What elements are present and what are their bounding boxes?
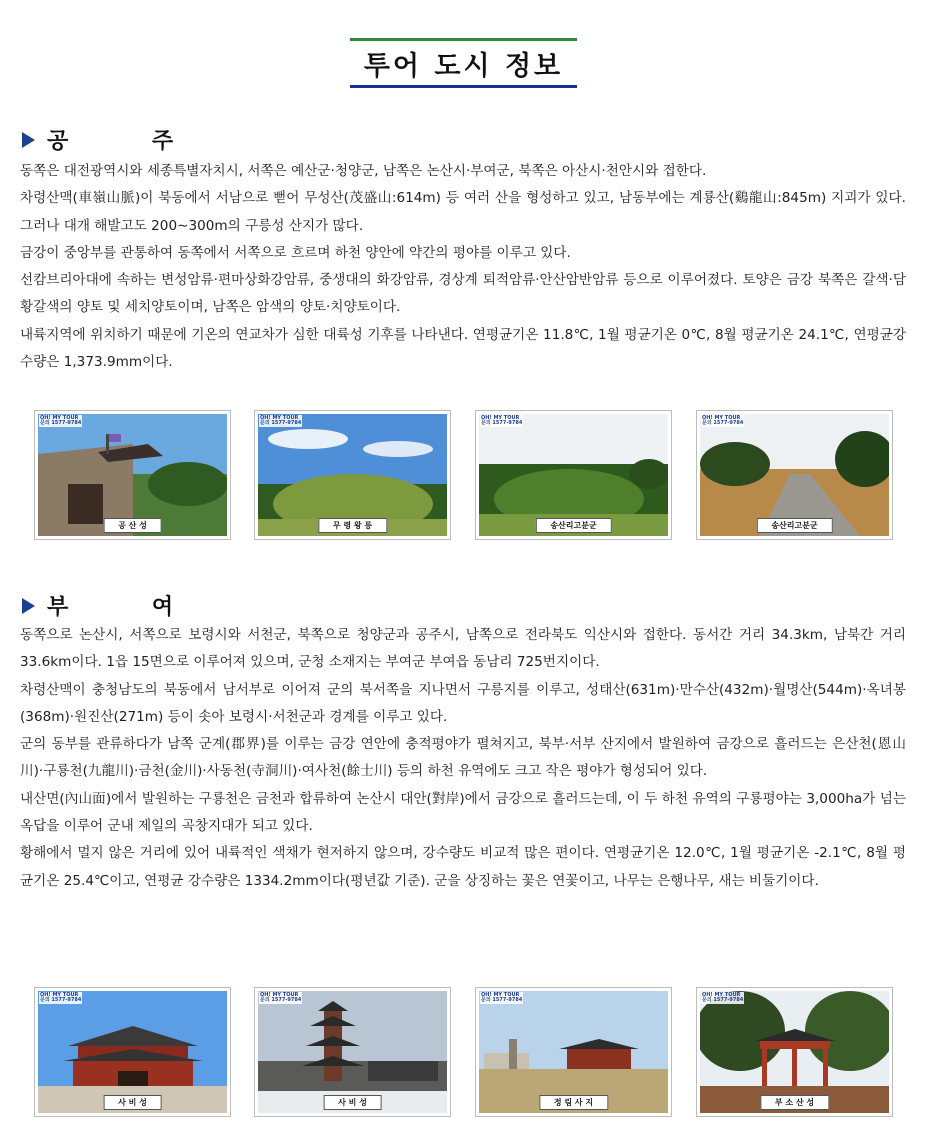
tour-logo: OH! MY TOUR 문의 1577-9784 bbox=[260, 992, 302, 1003]
photo-caption: 부 소 산 성 bbox=[760, 1095, 829, 1110]
photo-card bbox=[475, 410, 672, 540]
triangle-bullet-icon bbox=[22, 598, 35, 614]
tour-logo: OH! MY TOUR 문의 1577-9784 bbox=[481, 992, 523, 1003]
photo-strip-buyeo bbox=[0, 987, 929, 1119]
section-title: 부 여 bbox=[47, 595, 212, 620]
photo-caption: 사 비 성 bbox=[323, 1095, 382, 1110]
paragraph: 금강이 중앙부를 관통하여 동쪽에서 서쪽으로 흐르며 하천 양안에 약간의 평야를 이루고 있다. bbox=[20, 244, 571, 261]
paragraph: 군의 동부를 관류하다가 남쪽 군계(郡界)를 이루는 금강 연안에 충적평야가 펼쳐지고, 북부·서부 산지에서 발원하여 금강으로 흘러드는 은산천(恩山川)·구룡천(九龍川)·금천(金川)·사동천(寺洞川)·여사천(餘士川) 등의 하천 유역에도 크고 작은 평야가 형성되어 있다. bbox=[20, 736, 906, 780]
photo-card bbox=[475, 987, 672, 1117]
paragraph: 차령산맥(車嶺山脈)이 북동에서 서남으로 뻗어 무성산(茂盛山:614m) 등 여러 산을 형성하고 있고, 남동부에는 계룡산(鷄龍山:845m) 지괴가 있다. 그러나 대개 해발고도 200∼300m의 구릉성 산지가 많다. bbox=[20, 190, 906, 234]
photo-caption: 사 비 성 bbox=[103, 1095, 162, 1110]
section-title: 공 주 bbox=[47, 129, 212, 154]
paragraph: 내산면(內山面)에서 발원하는 구룡천은 금천과 합류하여 논산시 대안(對岸)에서 금강으로 흘러드는데, 이 두 하천 유역의 구룡평야는 3,000ha가 넘는 옥답을 이루어 군내 제일의 곡창지대가 되고 있다. bbox=[20, 790, 906, 835]
paragraph: 동쪽으로 논산시, 서쪽으로 보령시와 서천군, 북쪽으로 청양군과 공주시, 남쪽으로 전라북도 익산시와 접한다. 동서간 거리 34.3km, 남북간 거리 33.6km이다. 1읍 15면으로 이루어져 있으며, 군청 소재지는 부여군 부여읍 동남리 725번지이다. bbox=[20, 627, 906, 671]
paragraph: 동쪽은 대전광역시와 세종특별자치시, 서쪽은 예산군·청양군, 남쪽은 논산시·부여군, 북쪽은 아산시·천안시와 접한다. bbox=[20, 163, 707, 179]
triangle-bullet-icon bbox=[22, 132, 35, 148]
photo-caption: 공 산 성 bbox=[103, 518, 162, 533]
tour-logo: OH! MY TOUR 문의 1577-9784 bbox=[40, 415, 82, 426]
paragraph: 황해에서 멀지 않은 거리에 있어 내륙적인 색채가 현저하지 않으며, 강수량도 비교적 많은 편이다. 연평균기온 12.0℃, 1월 평균기온 -2.1℃, 8월 평균기온 25.4℃이고, 연평균 강수량은 1334.2mm이다(평년값 기준). 군을 상징하는 꽃은 연꽃이고, 나무는 은행나무, 새는 비둘기이다. bbox=[20, 845, 906, 889]
photo-caption: 정 림 사 지 bbox=[539, 1095, 608, 1110]
paragraph: 내륙지역에 위치하기 때문에 기온의 연교차가 심한 대륙성 기후를 나타낸다. 연평균기온 11.8℃, 1월 평균기온 0℃, 8월 평균기온 24.1℃, 연평균강수량은 1,373.9mm이다. bbox=[20, 326, 906, 371]
page-title: 투어 도시 정보 bbox=[363, 50, 564, 82]
photo-card bbox=[696, 987, 893, 1117]
photo-card bbox=[254, 987, 451, 1117]
tour-logo: OH! MY TOUR 문의 1577-9784 bbox=[481, 415, 523, 426]
photo-card bbox=[34, 410, 231, 540]
photo-card bbox=[254, 410, 451, 540]
section-heading-buyeo bbox=[22, 590, 211, 621]
tour-logo: OH! MY TOUR 문의 1577-9784 bbox=[702, 992, 744, 1003]
paragraph: 선캄브리아대에 속하는 변성암류·편마상화강암류, 중생대의 화강암류, 경상계 퇴적암류·안산암반암류 등으로 이루어졌다. 토양은 금강 북쪽은 갈색·담황갈색의 양토 및 세치양토이며, 남쪽은 암색의 양토·치양토이다. bbox=[20, 272, 906, 316]
tour-logo: OH! MY TOUR 문의 1577-9784 bbox=[702, 415, 744, 426]
tour-logo: OH! MY TOUR 문의 1577-9784 bbox=[40, 992, 82, 1003]
photo-caption: 송산리고분군 bbox=[535, 518, 611, 533]
tour-logo: OH! MY TOUR 문의 1577-9784 bbox=[260, 415, 302, 426]
section-body-buyeo bbox=[20, 622, 906, 895]
page-title-box bbox=[350, 38, 577, 88]
section-body-gongju bbox=[20, 158, 906, 376]
paragraph: 차령산맥이 충청남도의 북동에서 남서부로 이어져 군의 북서쪽을 지나면서 구릉지를 이루고, 성태산(631m)·만수산(432m)·월명산(544m)·옥녀봉(368m)·원진산(271m) 등이 솟아 보령시·서천군과 경계를 이루고 있다. bbox=[20, 681, 906, 725]
section-heading-gongju bbox=[22, 124, 211, 155]
photo-caption: 송산리고분군 bbox=[756, 518, 832, 533]
photo-strip-gongju bbox=[0, 410, 929, 542]
photo-caption: 무 령 왕 릉 bbox=[318, 518, 387, 533]
photo-card bbox=[696, 410, 893, 540]
photo-card bbox=[34, 987, 231, 1117]
